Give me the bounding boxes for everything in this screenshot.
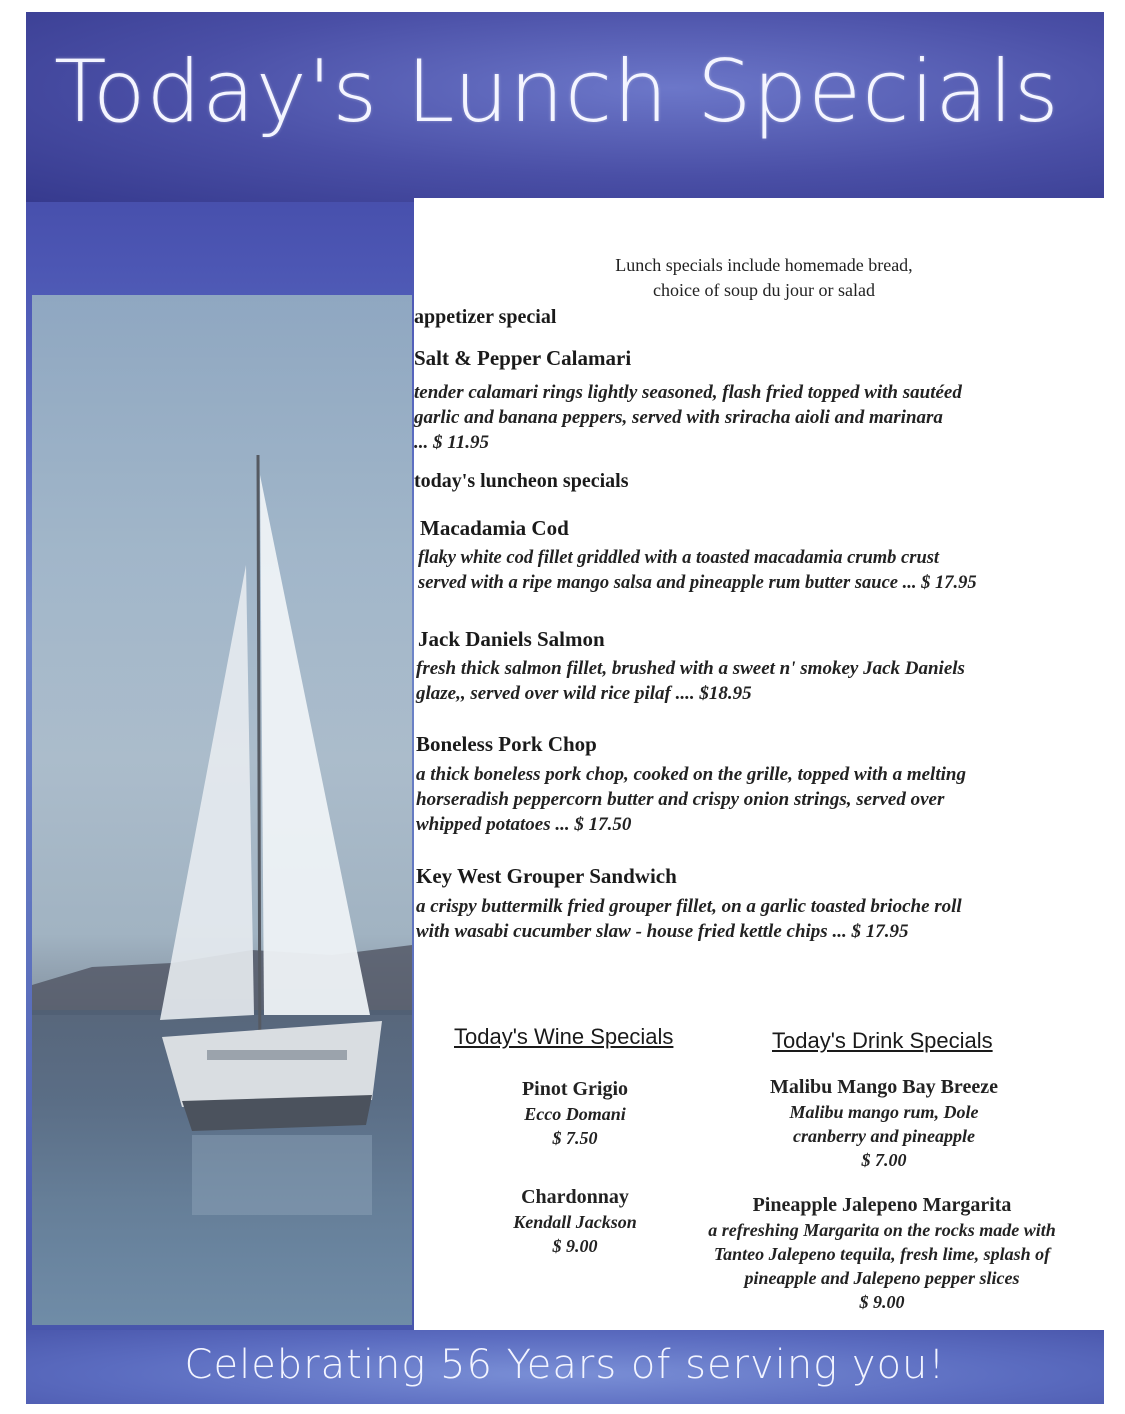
desc-line: garlic and banana peppers, served with sriracha aioli and marinara [414, 407, 943, 428]
menu-item-desc [416, 762, 966, 837]
desc-line: horseradish peppercorn butter and crispy onion strings, served over [416, 789, 945, 810]
appetizer-name: Salt & Pepper Calamari [414, 346, 632, 370]
desc-line: a thick boneless pork chop, cooked on the grille, topped with a melting [416, 764, 966, 785]
desc-line: whipped potatoes ... $ 17.50 [416, 814, 632, 835]
intro-line: Lunch specials include homemade bread, [615, 255, 913, 275]
desc-line: ... $ 11.95 [414, 432, 489, 453]
drink-specials-heading: Today's Drink Specials [772, 1028, 993, 1053]
intro-text [414, 253, 1104, 303]
wine-price: $ 9.00 [552, 1236, 598, 1256]
menu-title: Today's Lunch Specials [54, 42, 1060, 142]
desc-line: pineapple and Jalepeno pepper slices [744, 1268, 1020, 1288]
desc-line: Tanteo Jalepeno tequila, fresh lime, splash of [713, 1244, 1051, 1264]
specials-panel [414, 198, 1104, 1340]
wine-item [464, 1184, 686, 1258]
wine-name: Chardonnay [521, 1186, 629, 1208]
desc-line: a refreshing Margarita on the rocks made with [708, 1220, 1056, 1240]
wine-producer: Ecco Domani [524, 1104, 626, 1124]
menu-item-desc [416, 656, 965, 706]
wine-name: Pinot Grigio [521, 1078, 629, 1100]
drink-name: Malibu Mango Bay Breeze [770, 1076, 998, 1098]
drink-price: $ 9.00 [859, 1292, 905, 1312]
drink-item [714, 1074, 1054, 1172]
desc-line: tender calamari rings lightly seasoned, flash fried topped with sautéed [414, 382, 962, 403]
menu-item-name: Jack Daniels Salmon [418, 627, 605, 651]
menu-item-name: Key West Grouper Sandwich [416, 864, 677, 888]
desc-line: glaze,, served over wild rice pilaf .... $18.95 [416, 683, 752, 704]
wine-item [464, 1076, 686, 1150]
footer-tagline: Celebrating 56 Years of serving you! [184, 1342, 946, 1388]
menu-item-desc [416, 894, 962, 944]
appetizer-desc [414, 380, 962, 455]
desc-line: fresh thick salmon fillet, brushed with a sweet n' smokey Jack Daniels [416, 658, 965, 679]
luncheon-heading: today's luncheon specials [414, 470, 629, 492]
desc-line: served with a ripe mango salsa and pineapple rum butter sauce ... $ 17.95 [418, 573, 977, 593]
menu-page [26, 12, 1104, 1404]
intro-line: choice of soup du jour or salad [653, 280, 875, 300]
sailboat-photo [32, 295, 412, 1325]
menu-item-name: Macadamia Cod [420, 516, 569, 540]
desc-line: with wasabi cucumber slaw - house fried kettle chips ... $ 17.95 [416, 921, 909, 942]
appetizer-heading: appetizer special [414, 306, 557, 328]
drink-name: Pineapple Jalepeno Margarita [752, 1194, 1012, 1216]
desc-line: cranberry and pineapple [793, 1126, 975, 1146]
desc-line: a crispy buttermilk fried grouper fillet, on a garlic toasted brioche roll [416, 896, 962, 917]
desc-line: Malibu mango rum, Dole [789, 1102, 979, 1122]
drink-item [662, 1192, 1102, 1314]
wine-specials-heading: Today's Wine Specials [454, 1024, 674, 1049]
desc-line: flaky white cod fillet griddled with a toasted macadamia crumb crust [418, 548, 940, 568]
menu-item-desc [418, 546, 977, 596]
drink-price: $ 7.00 [861, 1150, 907, 1170]
wine-producer: Kendall Jackson [513, 1212, 637, 1232]
wine-price: $ 7.50 [552, 1128, 598, 1148]
menu-item-name: Boneless Pork Chop [416, 732, 597, 756]
